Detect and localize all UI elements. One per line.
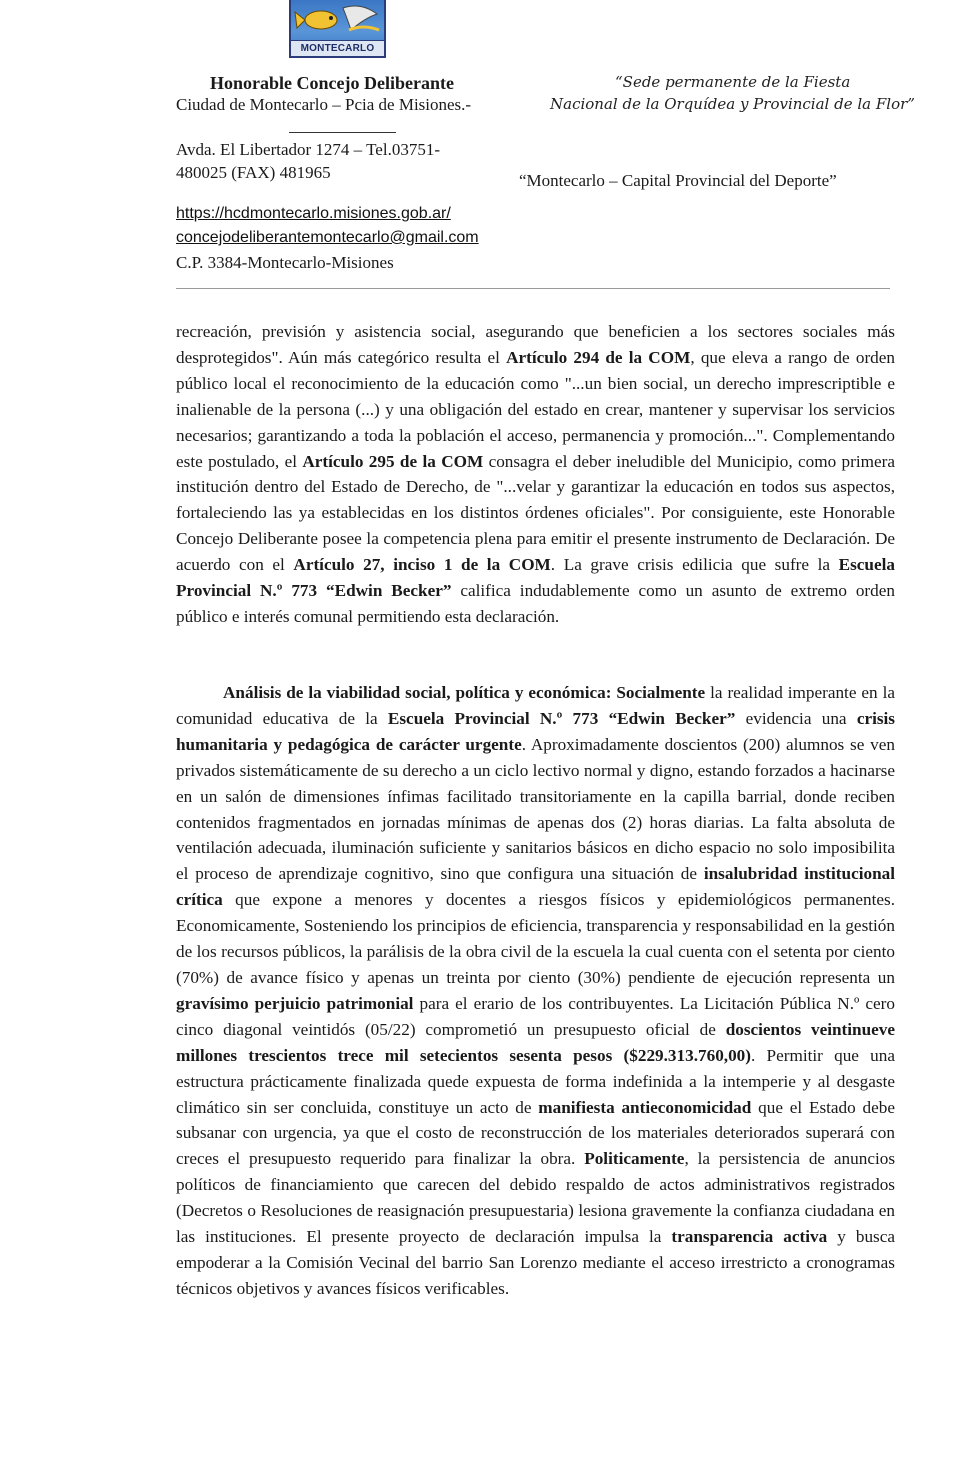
motto-line-2: Nacional de la Orquídea y Provincial de la Flor” <box>550 95 915 113</box>
header-short-rule <box>289 132 396 133</box>
text-run: , la persistencia de anuncios políticos de financiamiento que carecen del debido respaldo de actos administrativos registrados (Decretos o Resoluciones de reasignación presupuestaria) lesiona gravemente la confianza ciudadana en las instituciones. El presente proyecto de declaración impulsa la <box>176 1149 896 1247</box>
seal-label: MONTECARLO <box>291 40 384 56</box>
paragraph-viability-analysis <box>176 680 895 1302</box>
address-line-1: Avda. El Libertador 1274 – Tel.03751- <box>176 140 440 159</box>
text-run: recreación, previsión y asistencia social, asegurando que beneficien a los sectores sociales más desprotegidos". Aún más categórico resulta el <box>176 322 895 367</box>
text-run: que el Estado debe subsanar con urgencia, ya que el costo de reconstrucción de los materiales deteriorados superará con creces el presupuesto requerido para finalizar la obra. <box>176 1097 895 1169</box>
institution-name: Honorable Concejo Deliberante <box>210 73 454 93</box>
text-run: . La grave crisis edilicia que sufre la <box>550 555 839 575</box>
paragraph-legal-basis <box>176 319 895 630</box>
text-run: . Permitir que una estructura prácticamente finalizada quede expuesta de forma indefinida a la intemperie y al desgaste climático sin ser concluida, constituye un acto de <box>176 1045 895 1117</box>
text-run: la realidad imperante en la comunidad educativa de la <box>176 683 895 728</box>
bold-run: Artículo 294 de la COM <box>506 347 691 367</box>
city-line: Ciudad de Montecarlo – Pcia de Misiones.- <box>176 95 472 114</box>
sport-capital-motto: “Montecarlo – Capital Provincial del Deporte” <box>519 171 837 190</box>
bold-run: Escuela Provincial N.º 773 “Edwin Becker” <box>176 555 895 601</box>
text-run: que expone a menores y docentes a riesgos físicos y epidemiológicos permanentes. Economicamente, Sosteniendo los principios de eficiencia, transparencia y responsabilidad en la gestión de los recursos públicos, la parálisis de la obra civil de la escuela la cual cuenta con el setenta por ciento (70%) de avance físico y apenas un treinta por ciento (30%) pendiente de ejecución representa un <box>176 890 895 987</box>
bold-run: Análisis de la viabilidad social, política y económica: Socialmente <box>223 683 706 702</box>
bold-run: Artículo 27, inciso 1 de la COM <box>293 555 551 575</box>
website-link[interactable]: https://hcdmontecarlo.misiones.gob.ar/ <box>176 205 451 222</box>
municipal-seal-logo <box>289 0 386 58</box>
text-run: califica indudablemente como un asunto de extremo orden público e interés comunal permitiendo esta declaración. <box>176 581 895 626</box>
bold-run: Artículo 295 de la COM <box>302 451 484 471</box>
text-run: evidencia una <box>735 708 857 728</box>
bold-run: Escuela Provincial N.º 773 “Edwin Becker” <box>387 708 736 728</box>
text-run: . Aproximadamente doscientos (200) alumnos se ven privados sistemáticamente de su derecho a un ciclo lectivo normal y digno, estando forzados a hacinarse en un salón de dimensiones ínfimas facilitado transitoriamente en la capilla barrial, donde reciben contenidos fragmentados en jornadas mínimas de apenas dos (2) horas diarias. La falta absoluta de ventilación adecuada, iluminación suficiente y sanitarios básicos en dicho espacio no solo imposibilita el proceso de aprendizaje cognitivo, sino que configura una situación de <box>176 734 895 884</box>
postal-code-line: C.P. 3384-Montecarlo-Misiones <box>176 253 394 272</box>
text-run: consagra el deber ineludible del Municipio, como primera institución dentro del Estado de Derecho, de "...velar y garantizar la educación en todos sus aspectos, fortaleciendo las ya establecidas en los distintos órdenes oficiales". Por consiguiente, este Honorable Concejo Deliberante posee la competencia plena para emitir el presente instrumento de Declaración. De acuerdo con el <box>176 451 895 575</box>
bold-run: gravísimo perjuicio patrimonial <box>176 993 414 1013</box>
bold-run: manifiesta antieconomicidad <box>538 1097 752 1117</box>
motto-line-1: “Sede permanente de la Fiesta <box>615 73 851 91</box>
text-run: , que eleva a rango de orden público local el reconocimiento de la educación como "...un bien social, un derecho imprescriptible e inalienable de la persona (...) y una obligación del estado en crear, mantener y supervisar los servicios necesarios; garantizando a toda la población el acceso, permanencia y promoción...". Complementando este postulado, el <box>176 347 895 471</box>
seal-emblem-icon <box>291 0 384 42</box>
text-run: y busca empoderar a la Comisión Vecinal del barrio San Lorenzo mediante el acceso irrestricto a cronogramas técnicos objetivos y avances físicos verificables. <box>176 1227 895 1298</box>
bold-run: transparencia activa <box>671 1227 828 1247</box>
email-link[interactable]: concejodeliberantemontecarlo@gmail.com <box>176 229 479 246</box>
bold-run: crisis humanitaria y pedagógica de carácter urgente <box>176 708 895 754</box>
bold-run: Politicamente <box>584 1149 685 1169</box>
bold-run: insalubridad institucional crítica <box>176 864 895 910</box>
header-divider <box>176 288 890 289</box>
address-line-2: 480025 (FAX) 481965 <box>176 163 331 182</box>
text-run: para el erario de los contribuyentes. La Licitación Pública N.º cero cinco diagonal veintidós (05/22) comprometió un presupuesto oficial de <box>176 993 895 1039</box>
bold-run: doscientos veintinueve millones trescientos trece mil setecientos sesenta pesos ($229.313.760,00) <box>176 1019 895 1065</box>
